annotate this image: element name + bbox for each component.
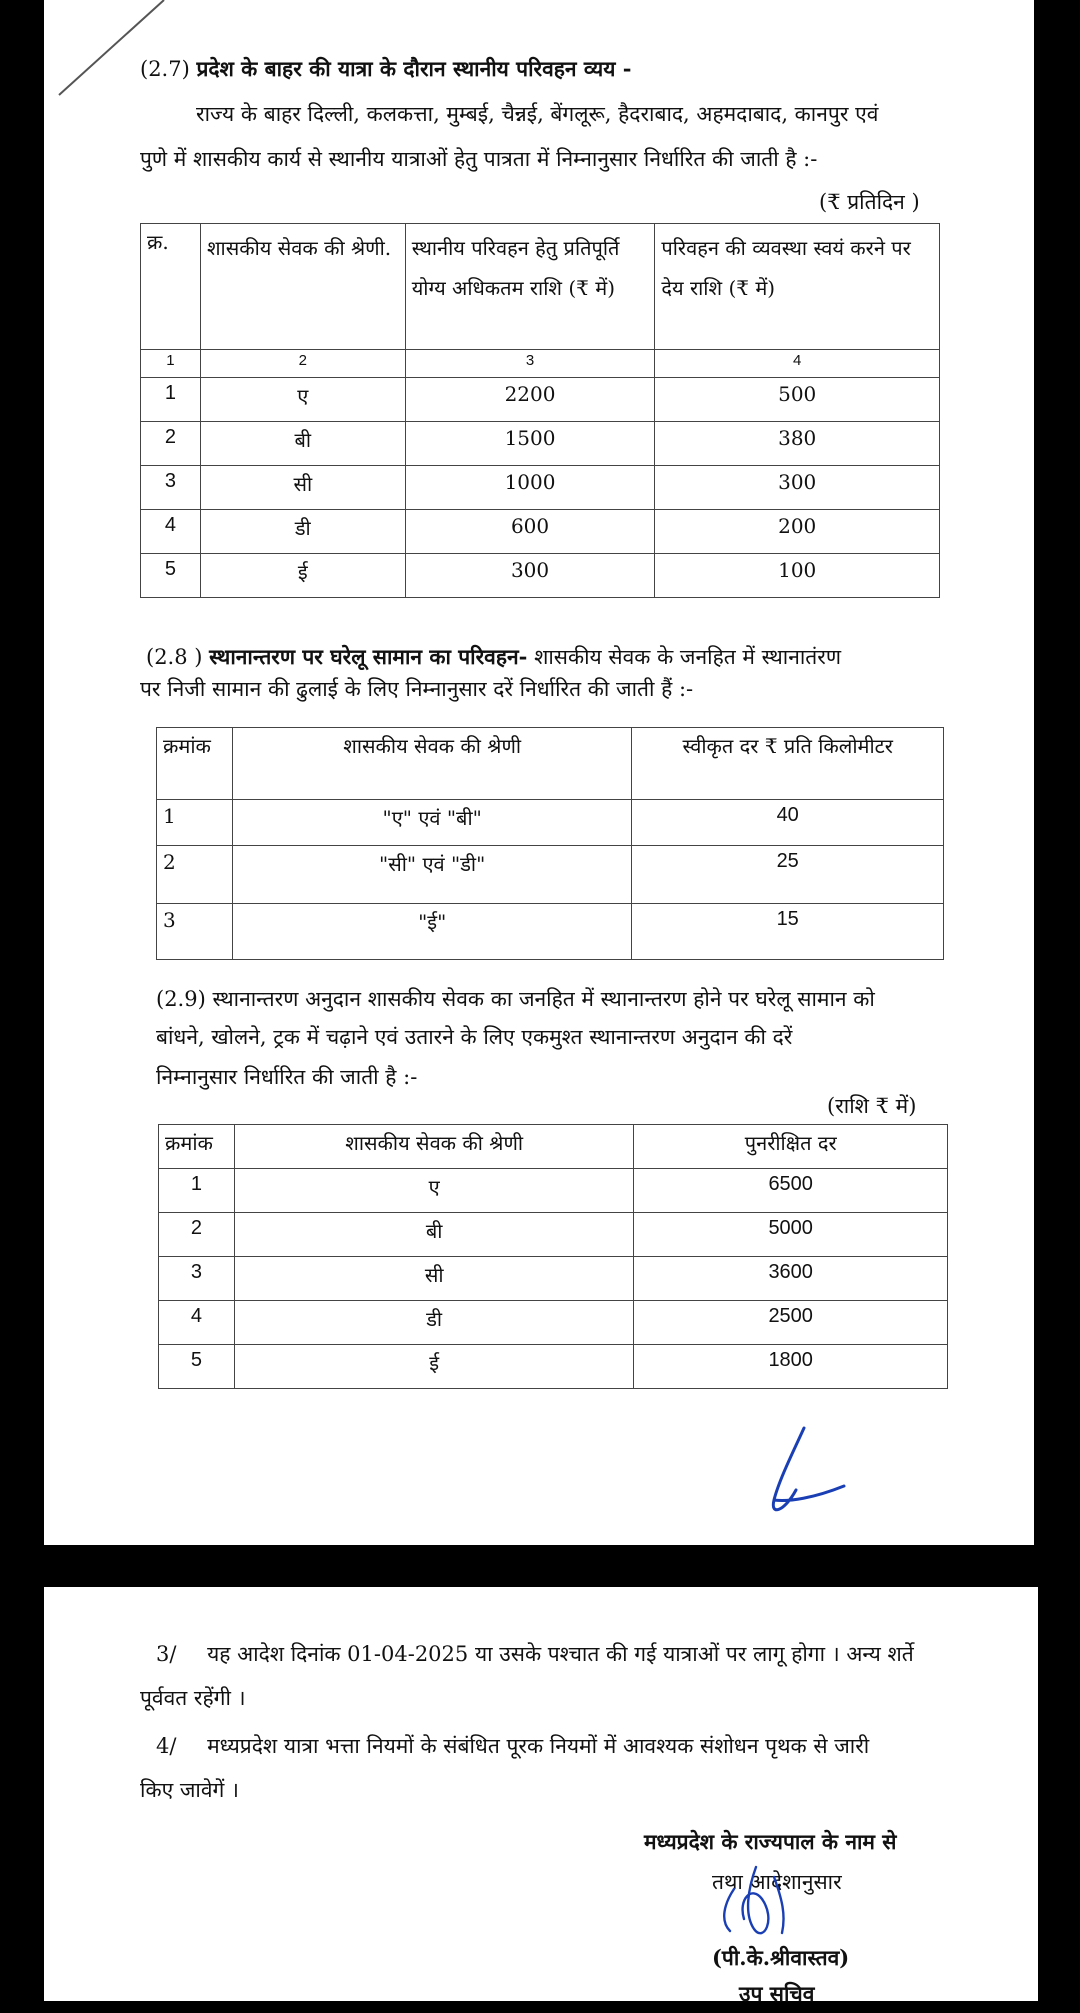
table-row [159, 1213, 948, 1257]
column-number: 4 [655, 350, 940, 378]
sec27-para-line2: पुणे में शासकीय कार्य से स्थानीय यात्राओं हेतु पात्रता में निम्नानुसार निर्धारित की जाती है :- [140, 147, 818, 171]
header-cell: स्वीकृत दर ₹ प्रति किलोमीटर [632, 728, 944, 800]
sec29-para-line1-wrap [156, 980, 875, 1018]
column-number: 2 [200, 350, 405, 378]
header-cell: परिवहन की व्यवस्था स्वयं करने पर देय राशि (₹ में) [655, 224, 940, 350]
row-number: 3 [141, 466, 201, 510]
signoff-designation: उप सचिव [739, 1981, 815, 2006]
row-max-amount: 600 [405, 510, 655, 554]
row-rate: 5000 [634, 1213, 948, 1257]
table-row [141, 510, 940, 554]
row-self-amount: 500 [655, 378, 940, 422]
header-cell: शासकीय सेवक की श्रेणी [232, 728, 631, 800]
table-row [141, 554, 940, 598]
row-category: "सी" एवं "डी" [232, 846, 631, 904]
sec29-para-line1: स्थानान्तरण अनुदान शासकीय सेवक का जनहित में स्थानान्तरण होने पर घरेलू सामान को [212, 987, 875, 1011]
sec28-heading: स्थानान्तरण पर घरेलू सामान का परिवहन- [209, 644, 528, 669]
document-page-2 [44, 1587, 1038, 2006]
row-rate: 1800 [634, 1345, 948, 1389]
header-cell: पुनरीक्षित दर [634, 1125, 948, 1169]
signoff-line2: तथा आदेशानुसार [712, 1870, 842, 1894]
row-max-amount: 1000 [405, 466, 655, 510]
row-category: डी [234, 1301, 633, 1345]
row-number: 1 [141, 378, 201, 422]
row-max-amount: 300 [405, 554, 655, 598]
row-number: 4 [141, 510, 201, 554]
sec29-number: (2.9) [156, 987, 206, 1011]
signoff-line1: मध्यप्रदेश के राज्यपाल के नाम से [644, 1829, 897, 1854]
para3-line2: पूर्ववत रहेंगी । [140, 1686, 246, 1710]
sec29-unit: (राशि ₹ में) [827, 1094, 917, 1118]
header-cell: शासकीय सेवक की श्रेणी. [200, 224, 405, 350]
row-rate: 2500 [634, 1301, 948, 1345]
para4-line1-wrap [156, 1727, 869, 1765]
row-number: 4 [159, 1301, 235, 1345]
sec27-heading: प्रदेश के बाहर की यात्रा के दौरान स्थानीय परिवहन व्यय - [196, 56, 632, 81]
table-header-row [157, 728, 944, 800]
row-number: 2 [141, 422, 201, 466]
sec28-table [156, 727, 944, 960]
table-header-row [141, 224, 940, 350]
table-row [159, 1257, 948, 1301]
row-rate: 15 [632, 904, 944, 960]
row-category: सी [234, 1257, 633, 1301]
row-category: ई [200, 554, 405, 598]
document-page-1 [44, 0, 1034, 1545]
sec29-table [158, 1124, 948, 1389]
row-category: "ए" एवं "बी" [232, 800, 631, 846]
row-number: 2 [157, 846, 233, 904]
table-row [159, 1345, 948, 1389]
row-self-amount: 200 [655, 510, 940, 554]
row-rate: 3600 [634, 1257, 948, 1301]
table-row [141, 466, 940, 510]
column-number: 3 [405, 350, 655, 378]
table-row [159, 1301, 948, 1345]
para4-number: 4/ [156, 1734, 177, 1758]
row-category: सी [200, 466, 405, 510]
table-row [157, 846, 944, 904]
row-rate: 6500 [634, 1169, 948, 1213]
header-cell: क्रमांक [157, 728, 233, 800]
para3-line1-wrap [156, 1635, 914, 1673]
sec27-para-line1: राज्य के बाहर दिल्ली, कलकत्ता, मुम्बई, चैन्नई, बेंगलूरू, हैदराबाद, अहमदाबाद, कानपुर एवं [196, 102, 879, 126]
table-row [141, 422, 940, 466]
row-number: 5 [141, 554, 201, 598]
header-cell: स्थानीय परिवहन हेतु प्रतिपूर्ति योग्य अधिकतम राशि (₹ में) [405, 224, 655, 350]
table-row [141, 378, 940, 422]
header-cell: क्र. [141, 224, 201, 350]
signoff-name: (पी.के.श्रीवास्तव) [712, 1945, 850, 1970]
officer-signature [664, 1859, 814, 1949]
row-category: बी [234, 1213, 633, 1257]
row-category: डी [200, 510, 405, 554]
row-category: ई [234, 1345, 633, 1389]
row-self-amount: 300 [655, 466, 940, 510]
row-category: बी [200, 422, 405, 466]
sec27-number: (2.7) [140, 57, 190, 81]
para3-number: 3/ [156, 1642, 177, 1666]
row-rate: 40 [632, 800, 944, 846]
sec28-para-line1: शासकीय सेवक के जनहित में स्थानातंरण [534, 645, 842, 669]
row-category: ए [234, 1169, 633, 1213]
row-self-amount: 100 [655, 554, 940, 598]
row-number: 3 [159, 1257, 235, 1301]
sec27-unit: (₹ प्रतिदिन ) [819, 190, 920, 214]
sec28-para-line2: पर निजी सामान की ढुलाई के लिए निम्नानुसार दरें निर्धारित की जाती हैं :- [140, 677, 694, 701]
row-number: 5 [159, 1345, 235, 1389]
row-number: 3 [157, 904, 233, 960]
row-category: ए [200, 378, 405, 422]
table-row [157, 904, 944, 960]
row-number: 1 [157, 800, 233, 846]
row-max-amount: 1500 [405, 422, 655, 466]
sec29-para-line2: बांधने, खोलने, ट्रक में चढ़ाने एवं उतारने के लिए एकमुश्त स्थानान्तरण अनुदान की दरें [156, 1025, 793, 1049]
header-cell: क्रमांक [159, 1125, 235, 1169]
table-row [159, 1169, 948, 1213]
table-row [157, 800, 944, 846]
sec29-para-line3: निम्नानुसार निर्धारित की जाती है :- [156, 1065, 418, 1089]
table-column-number-row [141, 350, 940, 378]
row-number: 1 [159, 1169, 235, 1213]
sec27-heading-line [140, 50, 631, 88]
initials-signature [744, 1420, 864, 1530]
row-number: 2 [159, 1213, 235, 1257]
para4-line1: मध्यप्रदेश यात्रा भत्ता नियमों के संबंधित पूरक नियमों में आवश्यक संशोधन पृथक से जारी [207, 1734, 870, 1758]
sec28-number: (2.8 ) [146, 645, 203, 669]
row-rate: 25 [632, 846, 944, 904]
sec27-table [140, 223, 940, 598]
table-header-row [159, 1125, 948, 1169]
column-number: 1 [141, 350, 201, 378]
row-self-amount: 380 [655, 422, 940, 466]
para3-line1: यह आदेश दिनांक 01-04-2025 या उसके पश्चात की गई यात्राओं पर लागू होगा । अन्य शर्ते [207, 1642, 914, 1666]
para4-line2: किए जावेगें । [140, 1778, 240, 1802]
row-max-amount: 2200 [405, 378, 655, 422]
row-category: "ई" [232, 904, 631, 960]
header-cell: शासकीय सेवक की श्रेणी [234, 1125, 633, 1169]
